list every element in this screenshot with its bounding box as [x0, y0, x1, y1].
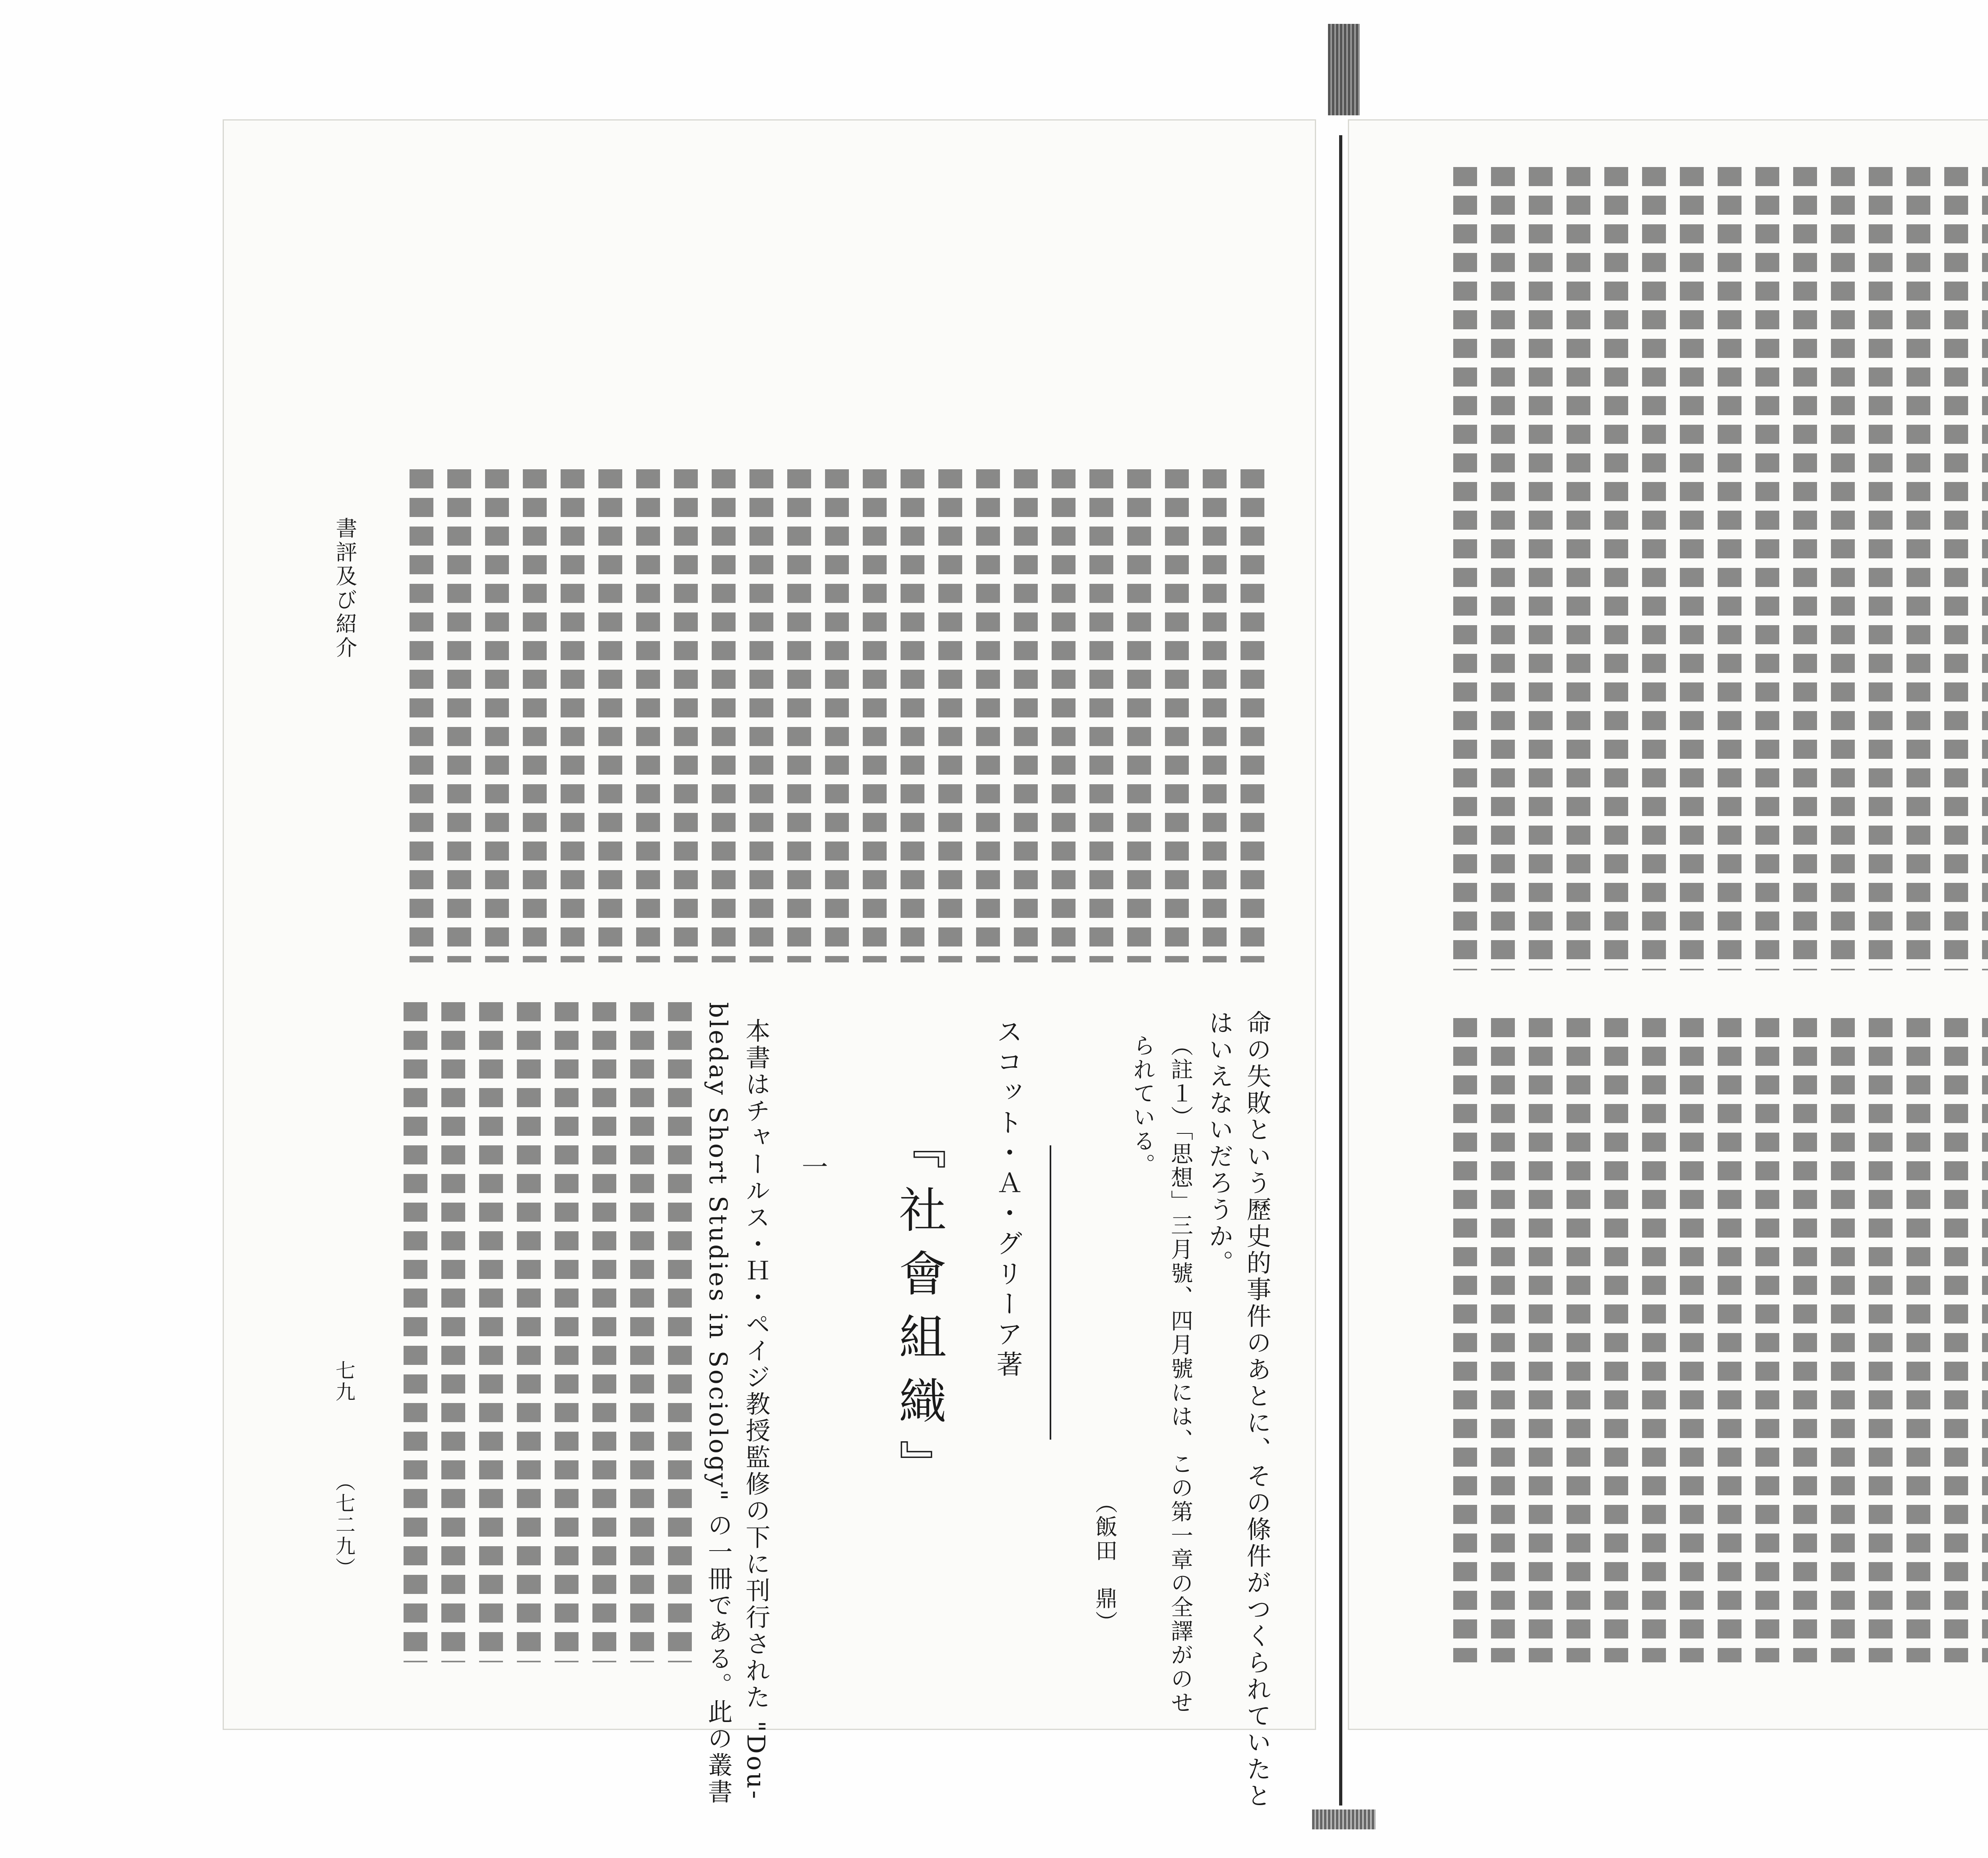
- text-column-strip: [1453, 167, 1477, 970]
- text-column-strip: [1869, 1018, 1893, 1662]
- text-column-strip: [1604, 167, 1628, 970]
- text-line: 本書はチャールス・Ｈ・ペイジ教授監修の下に刊行された "Dou-: [742, 1018, 771, 1801]
- text-column-strip: [1453, 1018, 1477, 1662]
- text-column-strip: [1755, 167, 1779, 970]
- text-column-strip: [1680, 167, 1704, 970]
- text-column-strip: [1944, 167, 1968, 970]
- text-column-strip: [1680, 1018, 1704, 1662]
- text-column-strip: [1089, 469, 1113, 962]
- text-column-strip: [1529, 167, 1553, 970]
- text-column-strip: [404, 1002, 427, 1662]
- text-column-strip: [1529, 1018, 1553, 1662]
- text-column-strip: [1642, 167, 1666, 970]
- binding-line: [1339, 135, 1342, 1806]
- page-number: 七九: [332, 1360, 355, 1403]
- text-column-strip: [555, 1002, 579, 1662]
- text-column-strip: [1567, 167, 1590, 970]
- text-column-strip: [479, 1002, 503, 1662]
- section-number: 一: [797, 1153, 828, 1184]
- text-column-strip: [901, 469, 924, 962]
- text-column-strip: [825, 469, 849, 962]
- text-column-strip: [517, 1002, 541, 1662]
- text-column-strip: [1642, 1018, 1666, 1662]
- text-column-strip: [441, 1002, 465, 1662]
- text-column-strip: [1604, 1018, 1628, 1662]
- text-column-strip: [749, 469, 773, 962]
- text-column-strip: [976, 469, 1000, 962]
- text-column-strip: [447, 469, 471, 962]
- book-title: 『社會組織』: [891, 1121, 946, 1503]
- text-column-strip: [1982, 1018, 1988, 1662]
- text-column-strip: [1567, 1018, 1590, 1662]
- text-column-strip: [1755, 1018, 1779, 1662]
- text-line: はいえないだろうか。: [1205, 1010, 1234, 1277]
- text-column-strip: [523, 469, 547, 962]
- footnote-line: （註１）「思想」三月號、四月號には、この第一章の全譯がのせ: [1167, 1034, 1193, 1715]
- text-column-strip: [485, 469, 509, 962]
- text-column-strip: [863, 469, 887, 962]
- text-column-strip: [787, 469, 811, 962]
- review-author: （飯田 鼎）: [1092, 1491, 1118, 1634]
- footnote-line: られている。: [1130, 1034, 1155, 1177]
- text-column-strip: [598, 469, 622, 962]
- running-head: 書評及び紹介: [332, 517, 357, 660]
- text-column-strip: [1203, 469, 1227, 962]
- text-column-strip: [1793, 1018, 1817, 1662]
- text-column-strip: [561, 469, 584, 962]
- text-column-strip: [1491, 1018, 1515, 1662]
- text-column-strip: [1831, 167, 1855, 970]
- text-column-strip: [668, 1002, 692, 1662]
- text-line: 命の失敗という歷史的事件のあとに、その條件がつくられていたと: [1242, 1010, 1272, 1809]
- book-author: スコット・Ａ・グリーア著: [992, 1018, 1023, 1381]
- text-column-strip: [1906, 1018, 1930, 1662]
- text-line: bleday Short Studies in Sociology" の一冊である。此の叢書: [704, 1002, 733, 1806]
- text-column-strip: [674, 469, 698, 962]
- text-column-strip: [630, 1002, 654, 1662]
- text-column-strip: [712, 469, 736, 962]
- text-column-strip: [1014, 469, 1038, 962]
- text-column-strip: [938, 469, 962, 962]
- text-column-strip: [1944, 1018, 1968, 1662]
- section-divider: [1050, 1145, 1051, 1440]
- text-column-strip: [1869, 167, 1893, 970]
- spine-scan-mark: [1328, 24, 1360, 115]
- page-number-alt: （七二九）: [332, 1471, 355, 1579]
- bottom-scan-mark: [1312, 1809, 1376, 1829]
- text-column-strip: [1831, 1018, 1855, 1662]
- text-column-strip: [410, 469, 433, 962]
- text-column-strip: [1127, 469, 1151, 962]
- text-column-strip: [1718, 167, 1741, 970]
- text-column-strip: [1906, 167, 1930, 970]
- text-column-strip: [1491, 167, 1515, 970]
- text-column-strip: [636, 469, 660, 962]
- text-column-strip: [592, 1002, 616, 1662]
- text-column-strip: [1718, 1018, 1741, 1662]
- text-column-strip: [1793, 167, 1817, 970]
- text-column-strip: [1982, 167, 1988, 970]
- text-column-strip: [1241, 469, 1264, 962]
- text-column-strip: [1052, 469, 1076, 962]
- text-column-strip: [1165, 469, 1189, 962]
